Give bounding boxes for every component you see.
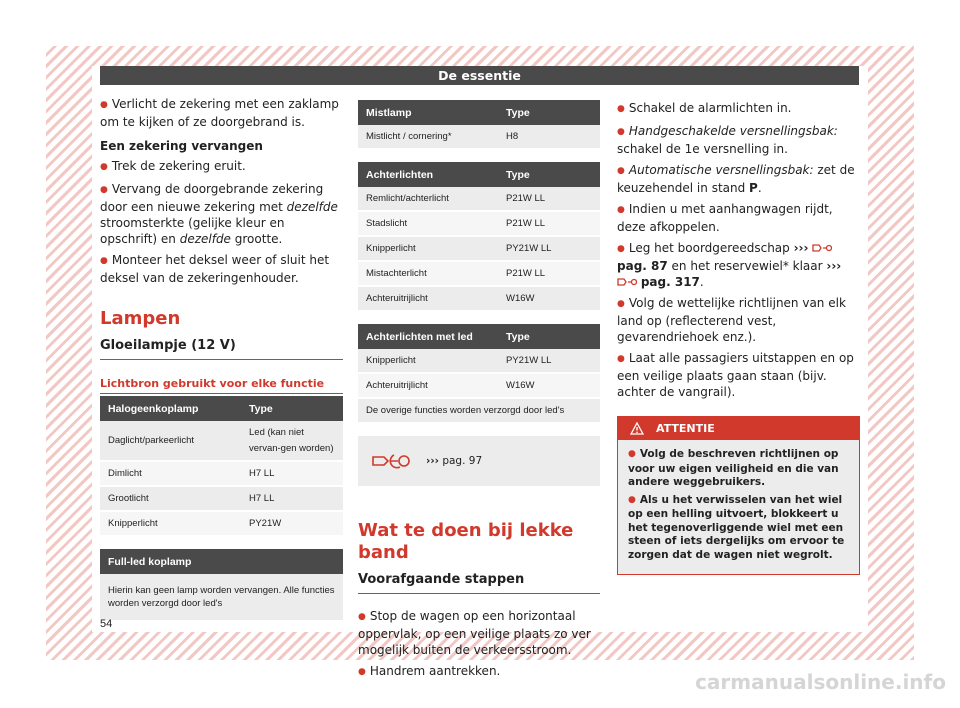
reference-link[interactable]: pag. 317 <box>640 275 700 289</box>
table-halogen <box>100 396 343 537</box>
table-cell: Daglicht/parkeerlicht <box>100 421 241 461</box>
heading-replace-fuse: Een zekering vervangen <box>100 139 263 153</box>
wrench-book-icon <box>370 449 412 473</box>
bullet-legal-guidelines: ● Volg de wettelijke richtlijnen van elk land op (reflecterend vest, gevarendriehoek enz.). <box>617 295 860 345</box>
subsection-title-bulb: Gloeilampje (12 V) <box>100 338 343 360</box>
th-halogen: Halogeenkoplamp <box>100 396 241 421</box>
table-cell: Grootlicht <box>100 486 241 511</box>
paragraph-check-fuse: ● Verlicht de zekering met een zaklamp om te kijken of ze doorgebrand is. <box>100 96 343 130</box>
table-rear <box>358 162 600 312</box>
table-cell: Achteruitrijlicht <box>358 286 498 311</box>
table-cell: P21W LL <box>498 211 600 236</box>
bullet-manual-gearbox: ● Handgeschakelde versnellingsbak: schakel de 1e versnelling in. <box>617 123 860 157</box>
warning-box <box>617 416 860 575</box>
page-header: De essentie <box>100 66 859 85</box>
reference-box <box>358 436 600 486</box>
table-rear-led <box>358 324 600 424</box>
th-type: Type <box>498 324 600 349</box>
th-type: Type <box>498 162 600 187</box>
wrench-book-icon <box>812 241 832 255</box>
table-cell: PY21W LL <box>498 349 600 373</box>
table-cell: Remlicht/achterlicht <box>358 187 498 211</box>
warning-body <box>618 440 859 574</box>
th-rear-led: Achterlichten met led <box>358 324 498 349</box>
table-cell: De overige functies worden verzorgd door led's <box>358 398 600 423</box>
th-full-led: Full-led koplamp <box>100 549 343 574</box>
table-cell: Mistlicht / cornering* <box>358 125 498 149</box>
table-cell: P21W LL <box>498 187 600 211</box>
wrench-book-icon <box>617 275 637 289</box>
section-title-flat-tire: Wat te doen bij lekke band <box>358 520 574 563</box>
column-2 <box>358 100 600 686</box>
th-type: Type <box>241 396 343 421</box>
table-cell: H7 LL <box>241 461 343 486</box>
th-rear: Achterlichten <box>358 162 498 187</box>
table-cell: Mistachterlicht <box>358 261 498 286</box>
reference-link[interactable]: pag. 87 <box>617 259 668 273</box>
table-cell: PY21W <box>241 511 343 536</box>
table-cell: H8 <box>498 125 600 149</box>
warning-triangle-icon <box>630 422 644 435</box>
table-cell: Knipperlicht <box>358 236 498 261</box>
table-cell: W16W <box>498 373 600 398</box>
section-title-lampen: Lampen <box>100 308 181 329</box>
table-cell: P21W LL <box>498 261 600 286</box>
warning-header <box>618 417 859 440</box>
bullet-passengers: ● Laat alle passagiers uitstappen en op een veilige plaats gaan staan (bijv. achter de vangrail). <box>617 350 860 400</box>
table-cell: Knipperlicht <box>358 349 498 373</box>
bullet-hazard-lights: ● Schakel de alarmlichten in. <box>617 100 860 118</box>
table-cell: Knipperlicht <box>100 511 241 536</box>
th-type: Type <box>498 100 600 125</box>
warning-title: ATTENTIE <box>656 421 715 435</box>
table-cell: Led (kan niet vervan-gen worden) <box>241 421 343 461</box>
bullet-stop-car: ● Stop de wagen op een horizontaal oppervlak, op een veilige plaats zo ver mogelijk buiten de verkeersstroom. <box>358 608 600 658</box>
bullet-replace-fuse: ● Vervang de doorgebrande zekering door een nieuwe zekering met dezelfde stroomsterkte (gelijke kleur en opschrift) en dezelfde grootte. <box>100 181 343 247</box>
watermark: carmanualsonline.info <box>695 670 946 694</box>
warning-item: ● Als u het verwisselen van het wiel op een helling uitvoert, blokkeert u het tegenoverliggende wiel met een steen of iets dergelijks om ervoor te zorgen dat de wagen niet wegrolt. <box>628 494 849 563</box>
bullet-handbrake: ● Handrem aantrekken. <box>358 663 600 681</box>
column-1 <box>100 96 343 622</box>
th-fog: Mistlamp <box>358 100 498 125</box>
bullet-tools: ● Leg het boordgereedschap ››› pag. 87 en het reservewiel* klaar ››› pag. 317. <box>617 240 860 290</box>
table-cell: Dimlicht <box>100 461 241 486</box>
column-3 <box>617 100 860 575</box>
table-cell: Hierin kan geen lamp worden vervangen. Alle functies worden verzorgd door led's <box>100 574 343 621</box>
warning-item: ● Volg de beschreven richtlijnen op voor uw eigen veiligheid en die van andere weggebruikers. <box>628 448 849 490</box>
bullet-close-cover: ● Monteer het deksel weer of sluit het deksel van de zekeringenhouder. <box>100 252 343 286</box>
bullet-automatic-gearbox: ● Automatische versnellingsbak: zet de keuzehendel in stand P. <box>617 162 860 196</box>
table-cell: W16W <box>498 286 600 311</box>
table-fog <box>358 100 600 150</box>
table-cell: Achteruitrijlicht <box>358 373 498 398</box>
subsection-title-steps: Voorafgaande stappen <box>358 572 600 594</box>
table-cell: Stadslicht <box>358 211 498 236</box>
table-cell: H7 LL <box>241 486 343 511</box>
page-number: 54 <box>100 618 113 630</box>
table-caption: Lichtbron gebruikt voor elke functie <box>100 376 343 394</box>
table-full-led <box>100 549 343 622</box>
bullet-remove-fuse: ● Trek de zekering eruit. <box>100 158 343 176</box>
bullet-trailer: ● Indien u met aanhangwagen rijdt, deze afkoppelen. <box>617 201 860 235</box>
reference-link[interactable]: ››› pag. 97 <box>426 455 483 467</box>
table-cell: PY21W LL <box>498 236 600 261</box>
